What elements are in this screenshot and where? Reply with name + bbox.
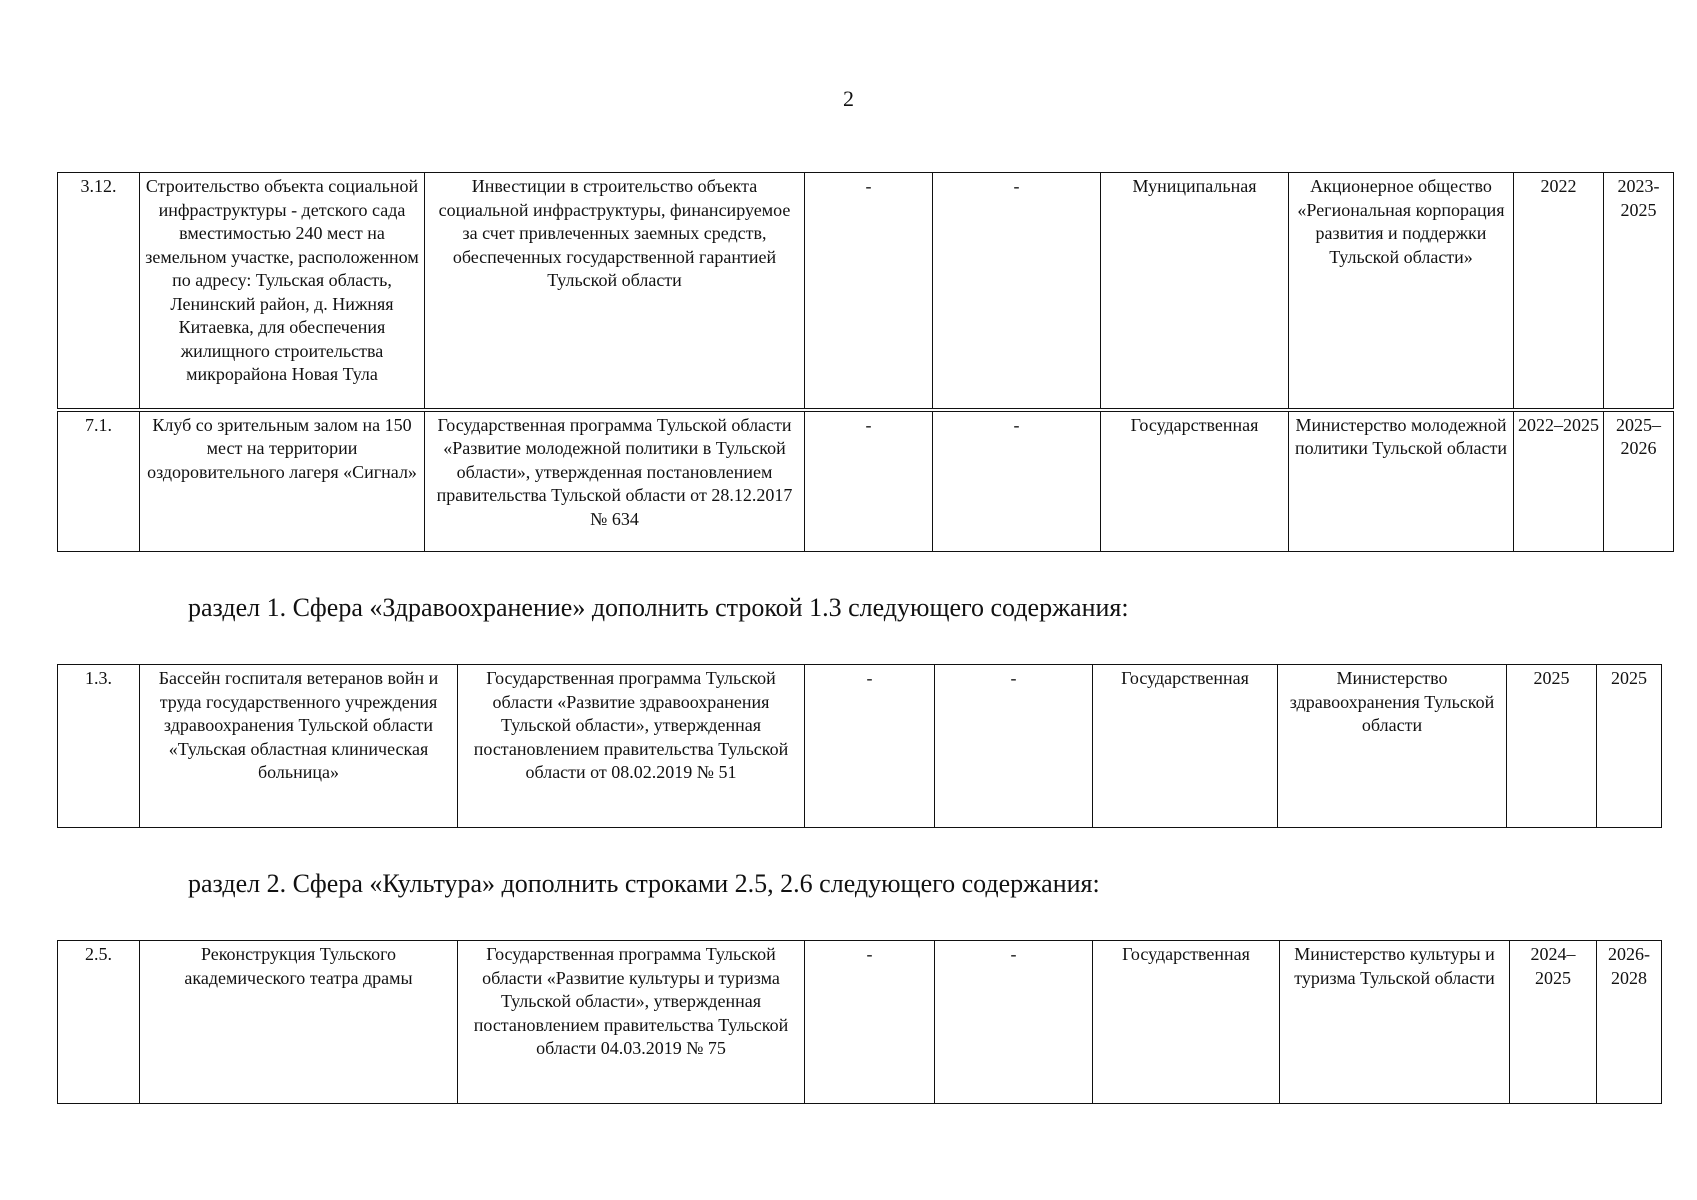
program-name: Государственная программа Тульской области «Развитие молодежной политики в Тульской области», утвержденная постановлением правительства Тульской области от 28.12.2017 № 634 [425, 410, 805, 552]
object-name: Бассейн госпиталя ветеранов войн и труда государственного учреждения здравоохранения Тульской области «Тульская областная клиническая больница» [140, 665, 458, 828]
year-end: 2023-2025 [1604, 173, 1674, 410]
objects-table-2 [57, 664, 1662, 828]
table-row [58, 410, 1674, 552]
cell-dash: - [935, 665, 1093, 828]
object-name: Строительство объекта социальной инфраструктуры - детского сада вместимостью 240 мест на земельном участке, расположенном по адресу: Тульская область, Ленинский район, д. Нижняя Китаевка, для обеспечения жилищного строительства микрорайона Новая Тула [140, 173, 425, 410]
cell-dash: - [805, 173, 933, 410]
section-heading-healthcare: раздел 1. Сфера «Здравоохранение» дополнить строкой 1.3 следующего содержания: [188, 593, 1129, 622]
object-name: Реконструкция Тульского академического театра драмы [140, 941, 458, 1104]
object-name: Клуб со зрительным залом на 150 мест на территории оздоровительного лагеря «Сигнал» [140, 410, 425, 552]
row-number: 2.5. [58, 941, 140, 1104]
page-number: 2 [843, 86, 854, 111]
program-name: Инвестиции в строительство объекта социальной инфраструктуры, финансируемое за счет привлеченных заемных средств, обеспеченных государственной гарантией Тульской области [425, 173, 805, 410]
cell-dash: - [805, 410, 933, 552]
ownership-type: Государственная [1093, 665, 1278, 828]
customer-name: Министерство здравоохранения Тульской области [1278, 665, 1507, 828]
table-row [58, 941, 1662, 1104]
cell-dash: - [935, 941, 1093, 1104]
program-name: Государственная программа Тульской области «Развитие здравоохранения Тульской области», утвержденная постановлением правительства Тульской области от 08.02.2019 № 51 [458, 665, 805, 828]
ownership-type: Государственная [1101, 410, 1289, 552]
ownership-type: Муниципальная [1101, 173, 1289, 410]
program-name: Государственная программа Тульской области «Развитие культуры и туризма Тульской области», утвержденная постановлением правительства Тульской области 04.03.2019 № 75 [458, 941, 805, 1104]
row-number: 7.1. [58, 410, 140, 552]
year-end: 2025–2026 [1604, 410, 1674, 552]
year-start: 2025 [1507, 665, 1597, 828]
row-number: 1.3. [58, 665, 140, 828]
customer-name: Министерство культуры и туризма Тульской области [1280, 941, 1510, 1104]
year-start: 2024–2025 [1510, 941, 1597, 1104]
year-end: 2026-2028 [1597, 941, 1662, 1104]
customer-name: Акционерное общество «Региональная корпорация развития и поддержки Тульской области» [1289, 173, 1514, 410]
cell-dash: - [933, 173, 1101, 410]
cell-dash: - [805, 665, 935, 828]
objects-table-1 [57, 172, 1674, 552]
year-end: 2025 [1597, 665, 1662, 828]
table-row [58, 665, 1662, 828]
year-start: 2022 [1514, 173, 1604, 410]
year-start: 2022–2025 [1514, 410, 1604, 552]
objects-table-3 [57, 940, 1662, 1104]
ownership-type: Государственная [1093, 941, 1280, 1104]
table-row [58, 173, 1674, 410]
customer-name: Министерство молодежной политики Тульской области [1289, 410, 1514, 552]
section-heading-culture: раздел 2. Сфера «Культура» дополнить строками 2.5, 2.6 следующего содержания: [188, 869, 1100, 898]
row-number: 3.12. [58, 173, 140, 410]
cell-dash: - [933, 410, 1101, 552]
cell-dash: - [805, 941, 935, 1104]
